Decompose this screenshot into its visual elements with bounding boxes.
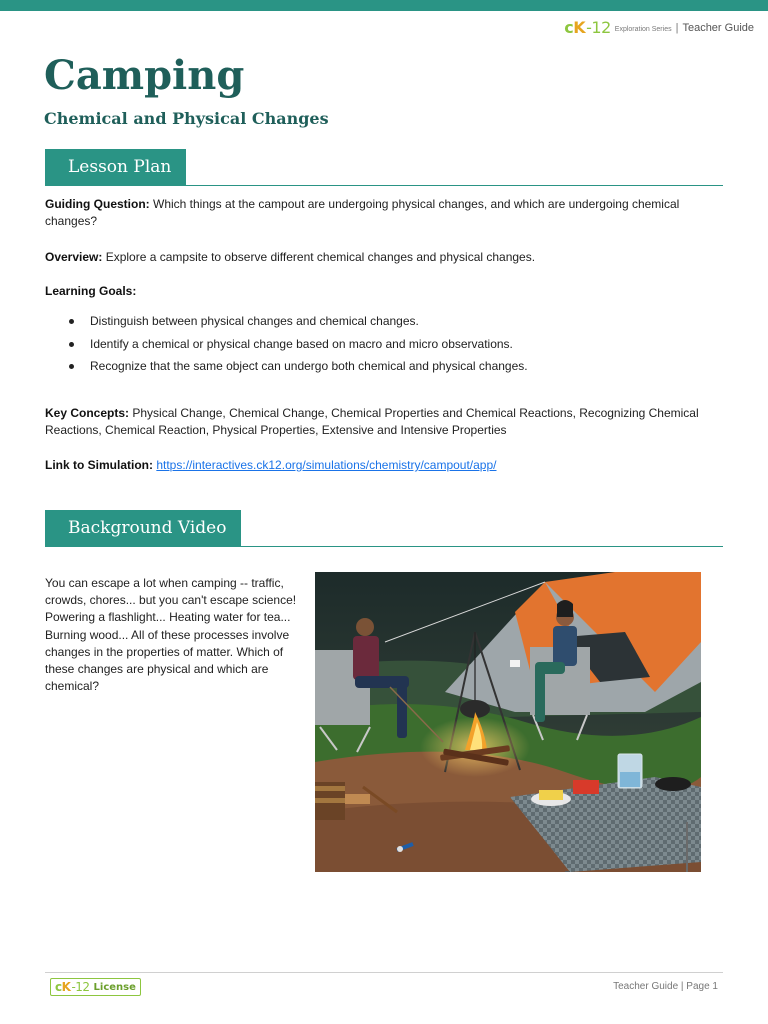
ck12-logo: c K -12	[564, 18, 611, 37]
footer-page-label: Teacher Guide | Page 1	[613, 981, 718, 992]
key-concepts	[45, 405, 725, 439]
list-item: Identify a chemical or physical change based on macro and micro observations.	[45, 336, 725, 353]
header-brand	[564, 19, 754, 37]
simulation-link[interactable]: https://interactives.ck12.org/simulations/chemistry/campout/app/	[156, 458, 497, 472]
lesson-plan-heading: Lesson Plan	[45, 149, 186, 186]
overview-text: Explore a campsite to observe different chemical changes and physical changes.	[102, 250, 536, 264]
license-label: License	[93, 981, 136, 993]
page-subtitle: Chemical and Physical Changes	[44, 109, 329, 128]
top-accent-bar	[0, 0, 768, 11]
background-video-heading: Background Video	[45, 510, 241, 547]
footer-divider	[45, 972, 723, 973]
learning-goals-label: Learning Goals:	[45, 284, 137, 298]
page-title: Camping	[44, 52, 245, 99]
key-concepts-text: Physical Change, Chemical Change, Chemical Properties and Chemical Reactions, Recognizing Chemical Reactions, Chemical Reaction, Physical Properties, Extensive and Intensive Properties	[45, 406, 699, 437]
ck12-license-badge[interactable]	[50, 978, 141, 996]
background-video-text: You can escape a lot when camping -- traffic, crowds, chores... but you can't escape science! Powering a flashlight... Heating water for tea... Burning wood... All of these processes involve changes in the properties of matter. Which of these changes are physical and which are chemical?	[45, 576, 297, 694]
overview	[45, 249, 725, 266]
series-label: Exploration Series	[614, 26, 672, 33]
background-video-header	[45, 510, 723, 547]
list-item: Recognize that the same object can undergo both chemical and physical changes.	[45, 358, 725, 375]
header-separator: |	[675, 22, 679, 34]
list-item: Distinguish between physical changes and chemical changes.	[45, 313, 725, 330]
guide-label: Teacher Guide	[682, 22, 754, 34]
learning-goals-list	[45, 313, 725, 381]
ck12-license-logo: c K -12	[55, 980, 90, 994]
simulation-link-label: Link to Simulation:	[45, 458, 153, 472]
guiding-question	[45, 196, 725, 230]
lesson-plan-header	[45, 149, 723, 186]
simulation-link-row	[45, 457, 725, 474]
overview-label: Overview:	[45, 250, 103, 264]
guiding-question-text: Which things at the campout are undergoing physical changes, and which are undergoing chemical changes?	[45, 197, 680, 228]
campsite-illustration	[315, 572, 701, 872]
key-concepts-label: Key Concepts:	[45, 406, 130, 420]
guiding-question-label: Guiding Question:	[45, 197, 150, 211]
